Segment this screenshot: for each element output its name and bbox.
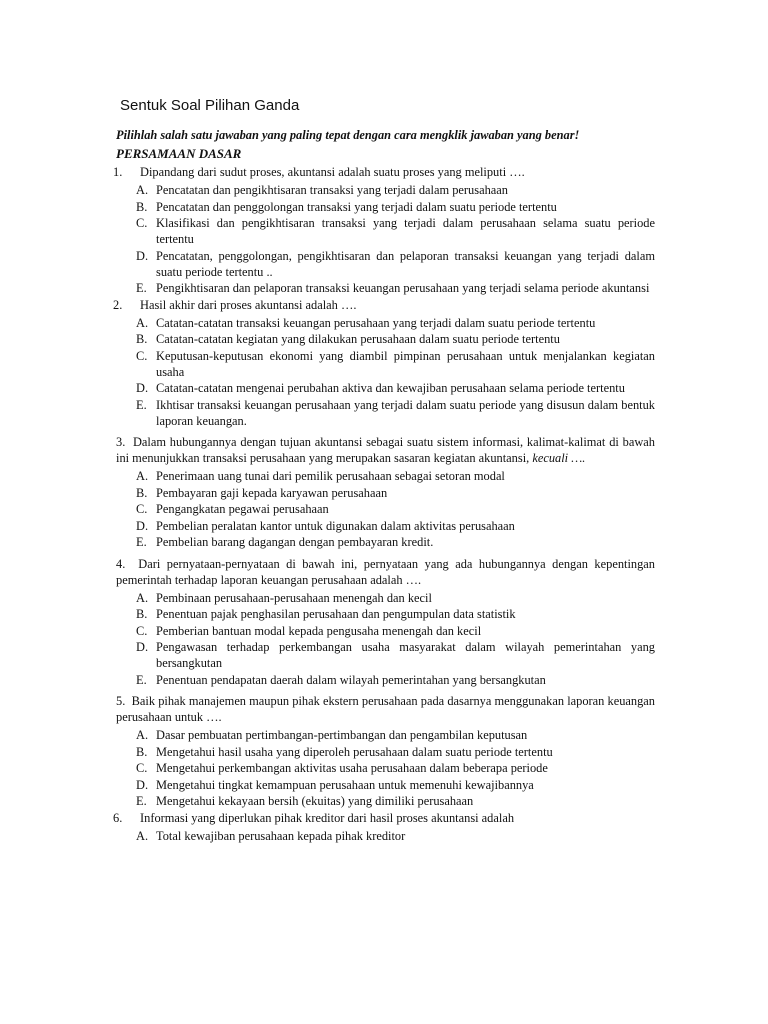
question-number: 5. xyxy=(116,694,126,708)
option-text: Pemberian bantuan modal kepada pengusaha menengah dan kecil xyxy=(156,623,482,638)
question-1 xyxy=(113,164,655,296)
question-6 xyxy=(113,810,655,844)
option-letter: A. xyxy=(136,315,149,330)
option-letter: E. xyxy=(136,397,147,412)
option-text: Dasar pembuatan pertimbangan-pertimbangan dan pengambilan keputusan xyxy=(156,728,528,742)
option-text: Mengetahui hasil usaha yang diperoleh perusahaan dalam suatu periode tertentu xyxy=(156,744,553,759)
option-letter: E. xyxy=(136,535,147,549)
question-text xyxy=(113,556,655,588)
answer-option[interactable] xyxy=(113,760,655,776)
option-text: Pembayaran gaji kepada karyawan perusahaan xyxy=(156,485,388,500)
option-letter: C. xyxy=(136,502,148,516)
answer-option[interactable] xyxy=(113,182,655,198)
option-text: Total kewajiban perusahaan kepada pihak kreditor xyxy=(156,828,406,843)
option-text: Klasifikasi dan pengikhtisaran transaksi yang terjadi dalam perusahaan selama suatu periode tertentu xyxy=(156,216,655,246)
question-exception: kecuali …. xyxy=(532,451,586,465)
question-body: Dalam hubungannya dengan tujuan akuntansi sebagai suatu sistem informasi, kalimat-kalimat di bawah ini menunjukkan transaksi perusahaan yang merupakan sasaran kegiatan akuntansi, xyxy=(116,435,655,465)
option-letter: E. xyxy=(136,794,147,808)
option-letter: A. xyxy=(136,828,149,843)
option-text: Pembelian peralatan kantor untuk digunakan dalam aktivitas perusahaan xyxy=(156,518,515,533)
option-text: Catatan-catatan mengenai perubahan aktiva dan kewajiban perusahaan selama periode tertentu xyxy=(156,381,625,395)
option-text: Ikhtisar transaksi keuangan perusahaan yang terjadi dalam suatu periode yang disusun dalam bentuk laporan keuangan. xyxy=(156,397,655,428)
answer-option[interactable] xyxy=(113,485,655,501)
option-text: Pengikhtisaran dan pelaporan transaksi keuangan perusahaan yang terjadi selama periode akuntansi xyxy=(156,281,650,295)
answer-option[interactable] xyxy=(113,590,655,606)
question-body: Dari pernyataan-pernyataan di bawah ini, pernyataan yang ada hubungannya dengan kepentingan pemerintah terhadap laporan keuangan perusahaan adalah …. xyxy=(116,556,655,587)
option-letter: D. xyxy=(136,777,149,792)
answer-option[interactable] xyxy=(113,727,655,743)
option-letter: D. xyxy=(136,248,149,263)
section-heading: PERSAMAAN DASAR xyxy=(116,146,242,161)
answer-option[interactable] xyxy=(113,380,655,396)
option-letter: E. xyxy=(136,672,147,687)
answer-option[interactable] xyxy=(113,397,655,429)
answer-option[interactable] xyxy=(113,639,655,671)
option-text: Pencatatan, penggolongan, pengikhtisaran dan pelaporan transaksi keuangan yang terjadi dalam suatu periode tertentu .. xyxy=(156,248,655,279)
option-letter: B. xyxy=(136,332,148,346)
option-text: Penentuan pajak penghasilan perusahaan dan pengumpulan data statistik xyxy=(156,607,516,621)
option-text: Keputusan-keputusan ekonomi yang diambil pimpinan perusahaan untuk menjalankan kegiatan usaha xyxy=(156,348,655,379)
option-letter: D. xyxy=(136,518,149,533)
answer-option[interactable] xyxy=(113,348,655,380)
option-letter: B. xyxy=(136,607,148,621)
answer-option[interactable] xyxy=(113,828,655,844)
answer-options xyxy=(113,590,655,688)
question-2 xyxy=(113,297,655,429)
answer-option[interactable] xyxy=(113,793,655,809)
option-letter: D. xyxy=(136,640,149,654)
question-number: 6. xyxy=(113,810,123,825)
answer-options xyxy=(113,182,655,296)
answer-option[interactable] xyxy=(113,534,655,550)
answer-option[interactable] xyxy=(113,672,655,688)
option-text: Pembinaan perusahaan-perusahaan menengah dan kecil xyxy=(156,590,432,605)
answer-option[interactable] xyxy=(113,606,655,622)
option-letter: C. xyxy=(136,761,148,775)
answer-options xyxy=(113,315,655,429)
answer-option[interactable] xyxy=(113,777,655,793)
question-text: Informasi yang diperlukan pihak kreditor dari hasil proses akuntansi adalah xyxy=(140,810,515,825)
answer-option[interactable] xyxy=(113,248,655,280)
option-letter: C. xyxy=(136,348,148,363)
answer-option[interactable] xyxy=(113,501,655,517)
question-text: Dipandang dari sudut proses, akuntansi adalah suatu proses yang meliputi …. xyxy=(140,165,525,179)
option-letter: E. xyxy=(136,281,147,295)
answer-option[interactable] xyxy=(113,468,655,484)
question-text xyxy=(113,434,655,466)
answer-option[interactable] xyxy=(113,518,655,534)
option-text: Mengetahui perkembangan aktivitas usaha perusahaan dalam beberapa periode xyxy=(156,761,548,775)
answer-option[interactable] xyxy=(113,744,655,760)
option-letter: D. xyxy=(136,381,149,395)
option-letter: B. xyxy=(136,485,148,500)
option-text: Mengetahui tingkat kemampuan perusahaan untuk memenuhi kewajibannya xyxy=(156,777,534,792)
question-3 xyxy=(113,434,655,550)
option-letter: B. xyxy=(136,744,148,759)
option-text: Pencatatan dan penggolongan transaksi yang terjadi dalam suatu periode tertentu xyxy=(156,199,557,214)
option-text: Pencatatan dan pengikhtisaran transaksi yang terjadi dalam perusahaan xyxy=(156,183,508,197)
question-5 xyxy=(113,693,655,809)
option-letter: C. xyxy=(136,216,148,230)
question-number: 4. xyxy=(116,556,126,571)
answer-options xyxy=(113,828,655,844)
document-body xyxy=(113,98,655,844)
answer-options xyxy=(113,727,655,809)
option-letter: A. xyxy=(136,590,149,605)
question-number: 1. xyxy=(113,165,123,179)
question-text: Hasil akhir dari proses akuntansi adalah …. xyxy=(140,297,357,312)
option-text: Catatan-catatan transaksi keuangan perusahaan yang terjadi dalam suatu periode tertentu xyxy=(156,315,596,330)
answer-option[interactable] xyxy=(113,215,655,247)
option-text: Penentuan pendapatan daerah dalam wilayah pemerintahan yang bersangkutan xyxy=(156,672,546,687)
option-text: Pengangkatan pegawai perusahaan xyxy=(156,502,329,516)
question-4 xyxy=(113,556,655,688)
question-number: 3. xyxy=(116,435,126,449)
answer-options xyxy=(113,468,655,550)
instruction-text: Pilihlah salah satu jawaban yang paling tepat dengan cara mengklik jawaban yang benar! xyxy=(116,128,580,142)
answer-option[interactable] xyxy=(113,331,655,347)
option-text: Pembelian barang dagangan dengan pembayaran kredit. xyxy=(156,535,434,549)
option-letter: C. xyxy=(136,623,148,638)
option-text: Pengawasan terhadap perkembangan usaha masyarakat dalam wilayah pemerintahan yang bersangkutan xyxy=(156,640,655,670)
question-text xyxy=(113,693,655,725)
option-text: Catatan-catatan kegiatan yang dilakukan perusahaan dalam suatu periode tertentu xyxy=(156,332,560,346)
option-text: Mengetahui kekayaan bersih (ekuitas) yang dimiliki perusahaan xyxy=(156,794,474,808)
answer-option[interactable] xyxy=(113,623,655,639)
option-text: Penerimaan uang tunai dari pemilik perusahaan sebagai setoran modal xyxy=(156,469,505,483)
question-number: 2. xyxy=(113,297,123,312)
answer-option[interactable] xyxy=(113,315,655,331)
option-letter: A. xyxy=(136,183,149,197)
option-letter: A. xyxy=(136,728,149,742)
answer-option[interactable] xyxy=(113,199,655,215)
option-letter: A. xyxy=(136,469,149,483)
option-letter: B. xyxy=(136,199,148,214)
page-title: Sentuk Soal Pilihan Ganda xyxy=(120,97,300,114)
question-body: Baik pihak manajemen maupun pihak ekstern perusahaan pada dasarnya menggunakan laporan keuangan perusahaan untuk …. xyxy=(116,694,656,724)
answer-option[interactable] xyxy=(113,280,655,296)
